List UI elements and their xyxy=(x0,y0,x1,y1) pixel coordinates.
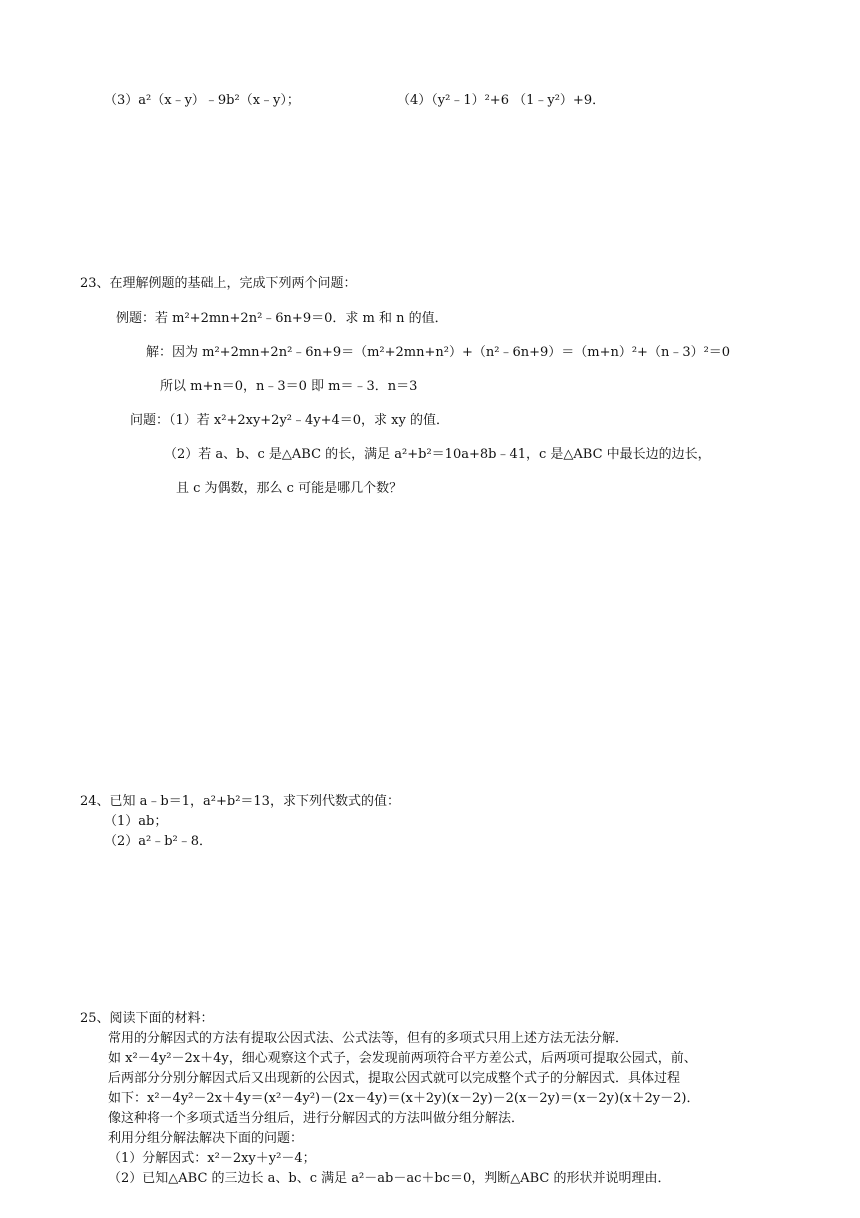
q24-part1: （1）ab； xyxy=(104,814,168,829)
q25-line3: 后两部分分别分解因式后又出现新的公因式，提取公因式就可以完成整个式子的分解因式．具体过程 xyxy=(108,1071,681,1086)
q22-part3: （3）a²（x﹣y）﹣9b²（x﹣y）； xyxy=(104,93,300,108)
q25-stem: 25、阅读下面的材料： xyxy=(80,1011,214,1026)
q25-line5: 像这种将一个多项式适当分组后，进行分解因式的方法叫做分组分解法． xyxy=(108,1111,525,1126)
q23-example: 例题：若 m²+2mn+2n²﹣6n+9＝0．求 m 和 n 的值． xyxy=(116,311,448,326)
q24-stem: 24、已知 a﹣b＝1，a²+b²＝13，求下列代数式的值： xyxy=(80,794,400,809)
q23-solution-line2: 所以 m+n＝0，n﹣3＝0 即 m＝﹣3．n＝3 xyxy=(160,379,418,394)
q25-line1: 常用的分解因式的方法有提取公因式法、公式法等，但有的多项式只用上述方法无法分解． xyxy=(108,1031,629,1046)
q25-line6: 利用分组分解法解决下面的问题： xyxy=(108,1131,304,1146)
q23-problem2-line2: 且 c 为偶数，那么 c 可能是哪几个数？ xyxy=(176,481,403,496)
q23-solution-line1: 解：因为 m²+2mn+2n²﹣6n+9＝（m²+2mn+n²）+（n²﹣6n+9）＝（m+n）²+（n﹣3）²＝0 xyxy=(146,345,731,360)
q25-line2: 如 x²－4y²－2x＋4y，细心观察这个式子，会发现前两项符合平方差公式，后两项可提取公园式，前、 xyxy=(108,1051,697,1066)
q22-part4: （4）（y²﹣1）²+6 （1﹣y²）+9． xyxy=(397,93,606,108)
q25-line7: （1）分解因式：x²－2xy＋y²－4； xyxy=(108,1151,316,1166)
q25-line4: 如下：x²－4y²－2x＋4y＝(x²－4y²)－(2x－4y)＝(x＋2y)(x－2y)－2(x－2y)＝(x－2y)(x＋2y－2)． xyxy=(108,1091,700,1106)
q25-line8: （2）已知△ABC 的三边长 a、b、c 满足 a²－ab－ac＋bc＝0，判断△ABC 的形状并说明理由． xyxy=(108,1171,671,1186)
q23-problem2-line1: （2）若 a、b、c 是△ABC 的长，满足 a²+b²＝10a+8b﹣41，c 是△ABC 中最长边的边长， xyxy=(164,447,711,462)
q23-problem1: 问题：（1）若 x²+2xy+2y²﹣4y+4＝0，求 xy 的值． xyxy=(130,413,449,428)
q23-stem: 23、在理解例题的基础上，完成下列两个问题： xyxy=(80,276,357,291)
q24-part2: （2）a²﹣b²﹣8． xyxy=(104,834,213,849)
